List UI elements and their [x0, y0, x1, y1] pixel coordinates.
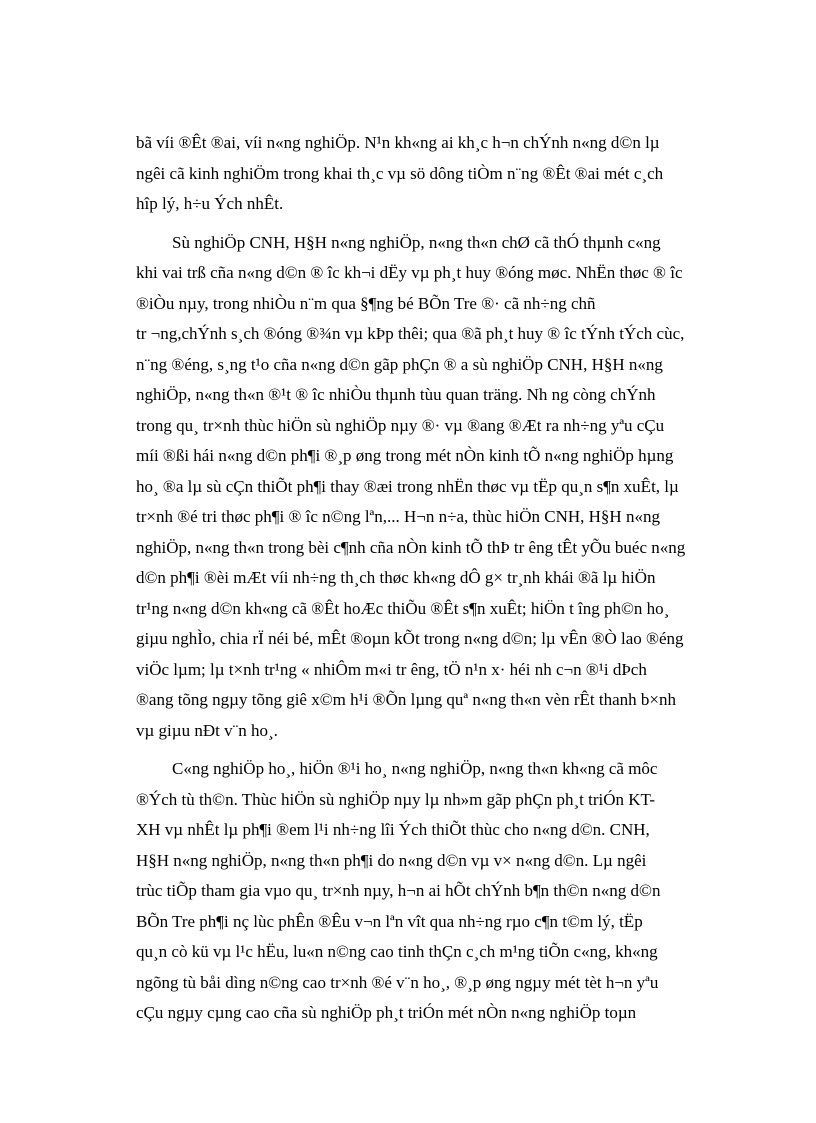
text-line: tr ¬ng,chÝnh s¸ch ®óng ®¾n vµ kÞp thêi; qua ®ã ph¸t huy ® îc tÝnh tÝch cùc, — [136, 324, 685, 343]
text-line: ngêi cã kinh nghiÖm trong khai th¸c vµ sö dông tiÒm n¨ng ®Êt ®ai mét c¸ch — [136, 163, 664, 183]
text-line: bã víi ®Êt ®ai, víi n«ng nghiÖp. N¹n kh«ng ai kh¸c h¬n chÝnh n«ng d©n lµ — [136, 133, 660, 152]
text-line: nghiÖp, n«ng th«n trong bèi c¶nh cña nÒn kinh tÕ thÞ tr êng tÊt yÕu buéc n«ng — [136, 537, 686, 557]
text-line: n¨ng ®éng, s¸ng t¹o cña n«ng d©n gãp phÇn ® a sù nghiÖp CNH, H§H n«ng — [136, 354, 663, 374]
text-line: nghiÖp, n«ng th«n ®¹t ® îc nhiÒu thµnh tùu quan träng. Nh ng còng chÝnh — [136, 385, 656, 404]
text-line: giµu nghÌo, chia rÏ néi bé, mÊt ®oµn kÕt trong n«ng d©n; lµ vÊn ®Ò lao ®éng — [136, 629, 684, 648]
text-line: ®ang tõng ngµy tõng giê x©m h¹i ®Õn lµng quª n«ng th«n vèn rÊt thanh b×nh — [136, 690, 676, 709]
paragraph-3 — [136, 754, 740, 1029]
text-line: vµ giµu nÐt v¨n ho¸. — [136, 720, 278, 740]
text-line: cÇu ngµy cµng cao cña sù nghiÖp ph¸t triÓn mét nÒn n«ng nghiÖp toµn — [136, 1003, 637, 1022]
paragraph-2 — [136, 228, 740, 747]
text-line: BÕn Tre ph¶i nç lùc phÊn ®Êu v¬n lªn vît qua nh÷ng rµo c¶n t©m lý, tËp — [136, 911, 643, 931]
text-line: Sù nghiÖp CNH, H§H n«ng nghiÖp, n«ng th«n chØ cã thÓ thµnh c«ng — [172, 232, 661, 252]
text-line: ngõng tù båi dìng n©ng cao tr×nh ®é v¨n ho¸, ®¸p øng ngµy mét tèt h¬n yªu — [136, 972, 659, 992]
paragraph-1 — [136, 128, 740, 220]
text-line: ho¸ ®a lµ sù cÇn thiÕt ph¶i thay ®æi trong nhËn thøc vµ tËp qu¸n s¶n xuÊt, lµ — [136, 476, 679, 496]
body-text — [136, 128, 740, 1037]
text-line: trong qu¸ tr×nh thùc hiÖn sù nghiÖp nµy ®· vµ ®ang ®Æt ra nh÷ng yªu cÇu — [136, 415, 665, 435]
text-line: qu¸n cò kü vµ l¹c hËu, lu«n n©ng cao tinh thÇn c¸ch m¹ng tiÕn c«ng, kh«ng — [136, 942, 658, 961]
text-line: d©n ph¶i ®èi mÆt víi nh÷ng th¸ch thøc kh«ng dÔ g× tr¸nh khái ®ã lµ hiÖn — [136, 568, 656, 587]
text-line: tr¹ng n«ng d©n kh«ng cã ®Êt hoÆc thiÕu ®Êt s¶n xuÊt; hiÖn t îng ph©n ho¸ — [136, 598, 670, 618]
text-line: ®Ých tù th©n. Thùc hiÖn sù nghiÖp nµy lµ nh»m gãp phÇn ph¸t triÓn KT- — [136, 789, 656, 809]
text-line: H§H n«ng nghiÖp, n«ng th«n ph¶i do n«ng d©n vµ v× n«ng d©n. Lµ ngêi — [136, 850, 647, 870]
text-line: C«ng nghiÖp ho¸, hiÖn ®¹i ho¸ n«ng nghiÖp, n«ng th«n kh«ng cã môc — [172, 759, 658, 778]
text-line: trùc tiÕp tham gia vµo qu¸ tr×nh nµy, h¬n ai hÕt chÝnh b¶n th©n n«ng d©n — [136, 881, 661, 900]
text-line: tr×nh ®é tri thøc ph¶i ® îc n©ng lªn,... H¬n n÷a, thùc hiÖn CNH, H§H n«ng — [136, 507, 660, 526]
text-line: XH vµ nhÊt lµ ph¶i ®em l¹i nh÷ng lîi Ých thiÕt thùc cho n«ng d©n. CNH, — [136, 820, 650, 839]
text-line: khi vai trß cña n«ng d©n ® îc kh¬i dËy vµ ph¸t huy ®óng møc. NhËn thøc ® îc — [136, 263, 683, 282]
text-line: ®iÒu nµy, trong nhiÒu n¨m qua §¶ng bé BÕn Tre ®· cã nh÷ng chñ — [136, 293, 596, 313]
text-line: hîp lý, h÷u Ých nhÊt. — [136, 194, 284, 213]
text-line: míi ®ßi hái n«ng d©n ph¶i ®¸p øng trong mét nÒn kinh tÕ n«ng nghiÖp hµng — [136, 446, 674, 465]
text-line: viÖc lµm; lµ t×nh tr¹ng « nhiÔm m«i tr êng, tÖ n¹n x· héi nh c¬n ®¹i dÞch — [136, 659, 647, 679]
